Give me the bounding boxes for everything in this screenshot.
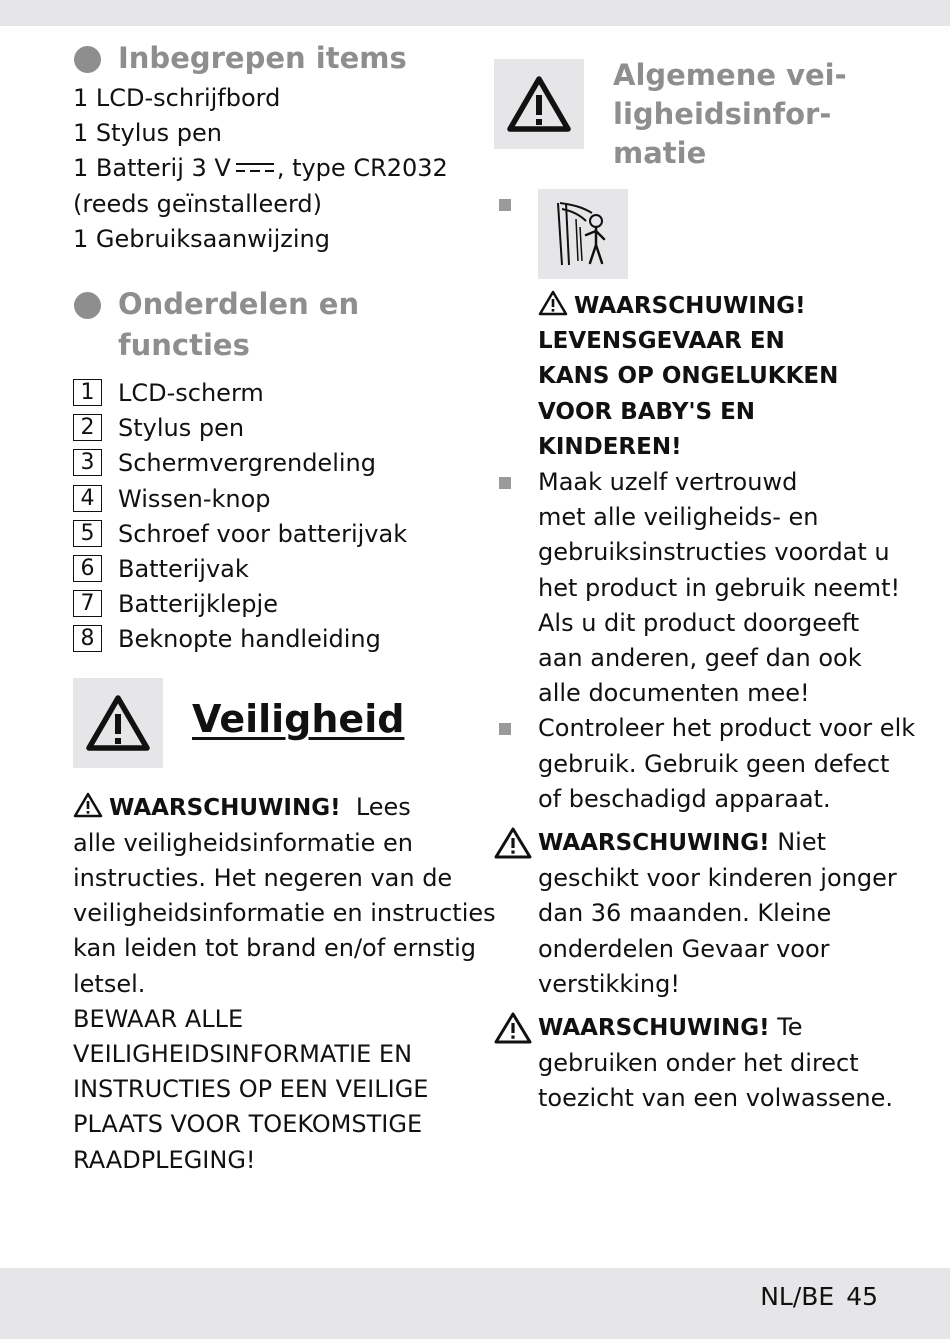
warning-label: WAARSCHUWING! [109,794,341,821]
child-hazard-block [494,189,894,465]
right-column [494,56,916,1117]
bullet-square-icon [499,723,511,735]
age-warning: WAARSCHUWING! Niet geschikt voor kinderen jonger dan 36 maanden. Kleine onderdelen Gevaar voor verstikking! [494,825,894,1002]
safety-title: Veiligheid [192,696,405,741]
included-items-list [73,81,453,257]
parts-list-item: 3 Schermvergrendeling [73,446,453,481]
included-item: 1 LCD-schrijfbord [73,84,281,112]
parts-list-item: 5 Schroef voor batterijvak [73,517,453,552]
bullet-dot-icon [74,292,101,319]
bullet-square-icon [499,477,511,489]
dc-current-icon [235,157,275,177]
parts-list-item: 7 Batterijklepje [73,587,453,622]
part-number: 3 [73,449,102,476]
included-items-heading: Inbegrepen items [73,38,453,79]
general-safety-title: Algemene vei- ligheidsinfor- matie [613,58,847,170]
parts-list-item: 4 Wissen-knop [73,482,453,517]
warning-triangle-icon [494,1012,532,1044]
warning-triangle-icon [494,59,584,149]
part-number: 6 [73,555,102,582]
safety-warning-text: WAARSCHUWING! Lees alle veiligheidsinformatie en instructies. Het negeren van de veiligheidsinformatie en instructies kan leiden tot brand en/of ernstig letsel. [73,792,496,998]
familiarize-bullet: Maak uzelf vertrouwd met alle veiligheids- en gebruiksinstructies voordat u het product in gebruik neemt! Als u dit product doorgeeft aan anderen, geef dan ook alle documenten mee! [494,465,894,711]
warning-label: WAARSCHUWING! [538,1015,770,1042]
included-item: 1 Gebruiksaanwijzing [73,224,330,253]
part-number: 7 [73,590,102,617]
parts-list-item: 8 Beknopte handleiding [73,622,453,657]
warning-triangle-icon [73,792,103,818]
warning-label: WAARSCHUWING! [538,830,770,857]
part-number: 1 [73,379,102,406]
general-safety-header [494,56,894,181]
warning-triangle-icon [538,290,568,316]
child-warning-text: WAARSCHUWING! LEVENSGEVAAR EN KANS OP ONGELUKKEN VOOR BABY'S EN KINDEREN! [538,289,894,465]
part-number: 8 [73,625,102,652]
part-number: 4 [73,485,102,512]
supervision-warning: WAARSCHUWING! Te gebruiken onder het direct toezicht van een volwassene. [494,1010,894,1117]
parts-list-item: 2 Stylus pen [73,411,453,446]
keep-instructions-text: BEWAAR ALLE VEILIGHEIDSINFORMATIE EN INSTRUCTIES OP EEN VEILIGE PLAATS VOOR TOEKOMSTIGE RAADPLEGING! [73,1004,429,1174]
warning-triangle-icon [73,678,163,768]
parts-list-item: 1 LCD-scherm [73,376,453,411]
locale-label: NL/BE [760,1282,835,1311]
safety-header [73,678,453,768]
bullet-dot-icon [74,46,101,73]
left-column [73,38,496,1178]
included-item: 1 Stylus pen [73,119,222,148]
warning-triangle-icon [494,827,532,859]
top-band [0,0,950,26]
part-number: 5 [73,520,102,547]
bullet-square-icon [499,199,511,211]
inspect-bullet: Controleer het product voor elk gebruik. Gebruik geen defect of beschadigd apparaat. [494,711,894,817]
parts-heading: Onderdelen en functies [73,284,453,366]
parts-list-item: 6 Batterijvak [73,552,453,587]
parts-list [73,376,453,658]
page-footer [0,1268,950,1339]
page-number: 45 [846,1282,878,1311]
child-strangulation-hazard-icon [538,189,628,279]
part-number: 2 [73,414,102,441]
included-item-note: (reeds geïnstalleerd) [73,189,323,218]
included-item-battery: 1 Batterij 3 V , type CR2032 [73,154,448,183]
